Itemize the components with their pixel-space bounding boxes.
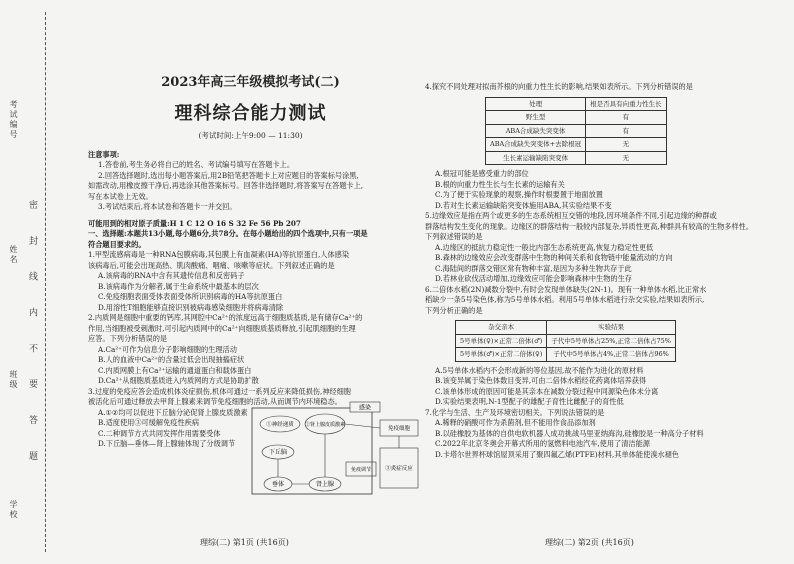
page-footer-right: 理综(二) 第2页 (共16页) <box>545 538 634 547</box>
q7-option-d: D.卡塔尔世界杯球馆屋顶采用了聚四氟乙烯(PTFE)材料,其单体能使溴水褪色 <box>435 449 679 459</box>
section-one-heading-cont: 符合题目要求的。 <box>88 239 146 249</box>
q4-option-b: B.根的向重力性生长与生长素的运输有关 <box>435 179 565 189</box>
q4-option-a: A.根冠可能是感受重力的部位 <box>435 169 529 178</box>
table-row <box>456 334 676 348</box>
table-row <box>486 138 667 152</box>
diagram-node-label: 下丘脑 <box>268 449 288 456</box>
note-item: 1.答卷前,考生务必将自己的姓名、考试编号填写在答题卡上。 <box>98 160 295 169</box>
q5-option-b: B.森林的边缘效应会改变群落中生物的种间关系和食物链中能量流动的方向 <box>435 253 673 262</box>
q6-stem: 6.二倍体水稻(2N)减数分裂中,有时会发现单体缺失(2N-1)。现有一种单体水稻,比正常水 <box>425 284 707 294</box>
table-cell: 无 <box>586 151 667 165</box>
q7-option-c: C.2022年北京冬奥会开幕式所用的氢燃料电池汽车,使用了清洁能源 <box>435 439 650 448</box>
diagram-node-label: 肾上腺 <box>315 481 335 488</box>
q1-stem: 1.甲型流感病毒是一种RNA包膜病毒,其包膜上有血凝素(HA)等抗原蛋白,人体感染 <box>88 250 350 259</box>
table-header: 实验结果 <box>547 321 676 335</box>
table-row <box>486 124 667 138</box>
table-cell: 5号单体(♂)×正常二倍体(♀) <box>456 348 547 362</box>
left-column <box>88 0 413 450</box>
exam-title: 2023年高三年级模拟考试(二) <box>161 75 340 90</box>
q3-option-a: A.①②均可以促进下丘脑分泌促肾上腺皮质激素 <box>98 407 248 417</box>
q3-stem: 被活化后可通过释放去甲肾上腺素来调节免疫细胞的活动,从而调节内环境稳态。 <box>88 397 342 406</box>
q4-option-d: D.若对生长素运输缺陷突变体施用ABA,其实验结果不变 <box>435 200 612 210</box>
table-cell: ABA合成缺失突变体 <box>486 124 586 138</box>
note-item: 2.回答选择题时,选出每小题答案后,用2B铅笔把答题卡上对应题目的答案标号涂黑, <box>98 170 359 180</box>
q3-stem: 3.过度的免疫应答会造成机体炎症损伤,机体可通过一系列反应来降低损伤,神经细胞 <box>88 386 351 396</box>
q6-stem: 稻缺少一条5号染色体,称为5号单体水稻。利用5号单体水稻进行杂交实验,结果如表所示, <box>425 295 705 304</box>
q1-option-c: C.免疫细胞表面受体表面受体所识别病毒的HA等抗原蛋白 <box>98 292 283 301</box>
q4-option-c: C.为了便于实验现象的观察,操作时根要置于地面放置 <box>435 190 603 199</box>
table-header: 杂交亲本 <box>456 321 547 335</box>
q5-stem: 下列叙述错误的是 <box>425 232 483 241</box>
diagram-node-label: ③炎症反应 <box>385 466 413 472</box>
table-cell: ABA合成缺失突变体+去除根冠 <box>486 138 586 152</box>
q1-option-b: B.该病毒作为分解者,属于生命系统中最基本的层次 <box>98 281 259 291</box>
immune-regulation-diagram <box>250 400 420 500</box>
q5-stem: 群落结构发生变化的现象。边缘区的群落结构一般较内部复杂,异质性更高,种群具有较高的生物多样性。 <box>425 221 754 231</box>
q2-option-a: A.Ca²⁺可作为信息分子影响细胞的生理活动 <box>98 344 237 354</box>
q5-stem: 5.边缘效应是指在两个或更多的生态系统相互交错的地段,因环境条件不同,引起边缘的种群或 <box>425 211 717 220</box>
q5-option-c: C.海陆间的群落交错区常有物种丰富,是因为多种生物共存于此 <box>435 263 632 273</box>
q6-option-b: B.该变异属于染色体数目变异,可由二倍体水稻经花药离体培养获得 <box>435 376 647 385</box>
q4-stem: 4.探究不同处理对拟南芥根的向重力性生长的影响,结果如表所示。下列分析错误的是 <box>425 82 693 91</box>
exam-time: (考试时间:上午9:00 — 11:30) <box>198 131 303 140</box>
note-item: 3.考试结束后,将本试卷和答题卡一并交回。 <box>98 202 237 211</box>
diagram-arrow <box>345 424 380 428</box>
section-one-heading: 一、选择题:本题共13小题,每小题6分,共78分。在每小题给出的四个选项中,只有一项是 <box>88 229 368 238</box>
q2-stem: 2.内质网是细胞中重要的钙库,其网腔中Ca²⁺的浓度远高于细胞质基质,是有储存Ca²⁺的 <box>88 313 363 322</box>
q1-stem: 该病毒后,可能会出现高热、肌肉酸痛、咽痛、咳嗽等症状。下列叙述正确的是 <box>88 260 335 270</box>
q3-option-d: D.下丘脑—垂体—肾上腺轴体现了分级调节 <box>98 439 236 448</box>
table-cell: 子代中5号单体占4%,正常二倍体占96% <box>547 348 676 362</box>
table-header: 处理 <box>486 97 586 111</box>
right-column <box>425 0 780 460</box>
school-label: 学校 <box>9 500 18 520</box>
q1-option-d: D.用溶性T细胞能够直接识别被病毒感染细胞并将病毒清除 <box>98 302 284 312</box>
q4-table <box>485 97 667 166</box>
q2-option-b: B.人的血液中Ca²⁺的含量过低会出现抽搐症状 <box>98 355 245 364</box>
q2-stem: 作用,当细胞被受刺激时,可引起内质网中的Ca²⁺向细胞质基质释放,引起肌细胞的生理 <box>88 323 356 333</box>
q2-option-c: C.内质网膜上有Ca²⁺运输的通道蛋白和载体蛋白 <box>98 365 252 375</box>
diagram-node-label: 垂体 <box>271 481 285 488</box>
q7-option-b: B.以硅橡胶为基体的自供电软机器人成功挑战马里亚纳海沟,硅橡胶是一种高分子材料 <box>435 428 704 438</box>
table-cell: 5号单体(♀)×正常二倍体(♂) <box>456 334 547 348</box>
q3-option-c: C.二种调节方式共同发挥作用需要受体 <box>98 428 221 438</box>
table-row <box>456 348 676 362</box>
q6-option-a: A.5号单体水稻内不会形成新的等位基因,故不能作为进化的原材料 <box>435 365 644 375</box>
page-footer-left: 理综(二) 第1页 (共16页) <box>200 538 289 547</box>
diagram-node-label: ②肾上腺皮质激素 <box>304 422 346 428</box>
note-item: 如需改动,用橡皮擦干净后,再选涂其他答案标号。回答非选择题时,将答案写在答题卡上, <box>88 181 364 190</box>
table-row <box>486 151 667 165</box>
table-row <box>486 111 667 125</box>
exam-no-label: 考试编号 <box>9 100 18 140</box>
table-cell: 有 <box>586 124 667 138</box>
table-cell: 野生型 <box>486 111 586 125</box>
name-label: 姓名 <box>9 245 18 265</box>
table-cell: 子代中5号单体占25%,正常二倍体占75% <box>547 334 676 348</box>
diagram-node-label: 免疫调节 <box>350 467 372 473</box>
q2-option-d: D.Ca²⁺从细胞质基质进入内质网的方式是协助扩散 <box>98 376 259 385</box>
table-cell: 生长素运输缺陷突变体 <box>486 151 586 165</box>
diagram-node-label: ①神经递质 <box>266 422 294 428</box>
q5-option-a: A.边缘区的抵抗力稳定性一般比内部生态系统更高,恢复力稳定性更低 <box>435 242 654 252</box>
q3-option-b: B.适度使用③可缓解免疫性疾病 <box>98 418 200 427</box>
atomic-masses: 可能用到的相对原子质量:H 1 C 12 O 16 S 32 Fe 56 Pb 207 <box>88 218 301 228</box>
note-item: 写在本试卷上无效。 <box>88 191 153 201</box>
q5-option-d: D.若林业砍伐活动增加,边缘效应可能会影响森林中生物的生存 <box>435 274 632 283</box>
q6-table <box>455 320 676 362</box>
table-cell: 无 <box>586 138 667 152</box>
q6-option-d: D.实验结果表明,N-1型配子的雄配子育性比雌配子的育性低 <box>435 397 624 406</box>
q7-option-a: A.稀释的硝酸可作为杀菌剂,但不能用作食品添加剂 <box>435 418 596 427</box>
q7-stem: 7.化学与生活、生产及环境密切相关。下列说法错误的是 <box>425 407 605 417</box>
notes-heading: 注意事项: <box>88 149 120 159</box>
q6-option-c: C.该单体形成的原因可能是其亲本在减数分裂过程中同源染色体未分离 <box>435 386 659 396</box>
subject-title: 理科综合能力测试 <box>174 102 327 124</box>
diagram-title: 感染 <box>358 404 372 412</box>
q1-option-a: A.该病毒的RNA中含有其遗传信息和反密码子 <box>98 271 245 280</box>
seal-line <box>45 12 46 552</box>
q2-stem: 应答。下列分析错误的是 <box>88 334 168 343</box>
diagram-node-label: 免疫细胞 <box>387 426 411 432</box>
seal-warning: 密 封 线 内 不 要 答 题 <box>27 200 37 473</box>
table-cell: 有 <box>586 111 667 125</box>
table-header: 根是否具有向重力性生长 <box>586 97 667 111</box>
class-label: 班级 <box>9 370 18 390</box>
q6-stem: 下列分析正确的是 <box>425 305 483 315</box>
binding-margin <box>0 0 58 564</box>
